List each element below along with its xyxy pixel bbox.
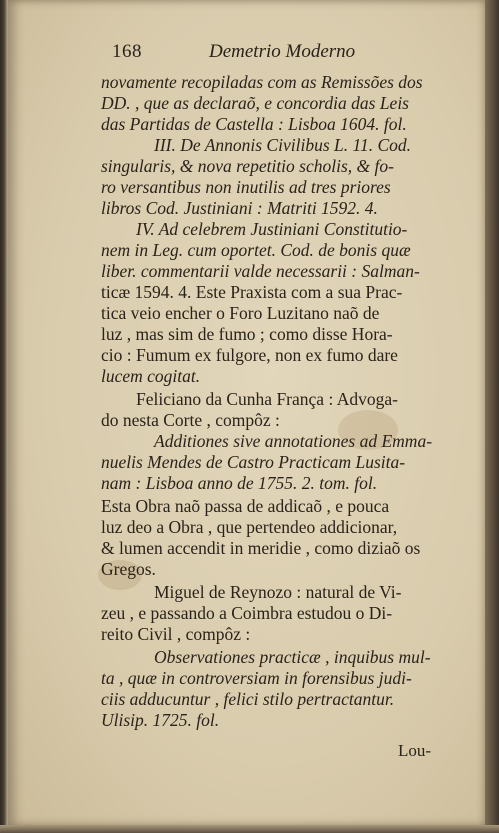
text-line: liber. commentarii valde necessarii : Salman-: [101, 261, 420, 281]
text-line: nam : Lisboa anno de 1755. 2. tom. fol.: [101, 473, 378, 493]
text-line: III. De Annonis Civilibus L. 11. Cod.: [154, 135, 411, 155]
page-bottom-edge: [0, 825, 499, 833]
text-line: Miguel de Reynozo : natural de Vi-: [154, 582, 402, 602]
text-line: ro versantibus non inutilis ad tres priores: [101, 177, 391, 197]
text-line: zeu , e passando a Coimbra estudou o Di-: [101, 603, 393, 623]
text-line: luz deo a Obra , que pertendeo addicionar,: [101, 517, 398, 537]
text-line: tica veio encher o Foro Luzitano naõ de: [101, 303, 380, 323]
page-header: [8, 38, 486, 68]
text-line: nuelis Mendes de Castro Practicam Lusita-: [101, 452, 406, 472]
text-line: DD. , que as declaraõ, e concordia das Leis: [101, 93, 409, 113]
book-page: [8, 0, 486, 826]
text-line: das Partidas de Castella : Lisboa 1604. fol.: [101, 114, 407, 134]
text-line: Gregos.: [101, 559, 156, 579]
text-line: IV. Ad celebrem Justiniani Constitutio-: [136, 219, 408, 239]
text-line: cio : Fumum ex fulgore, non ex fumo dare: [101, 345, 398, 365]
catchword: Lou-: [398, 741, 432, 760]
text-line: Feliciano da Cunha França : Advoga-: [136, 389, 398, 409]
text-line: singularis, & nova repetitio scholis, & fo-: [101, 156, 394, 176]
text-line: lucem cogitat.: [101, 366, 201, 386]
adjacent-page-edge: [485, 0, 499, 833]
text-line: ta , quæ in controversiam in forensibus judi-: [101, 668, 412, 688]
text-line: & lumen accendit in meridie , como diziaõ os: [101, 538, 421, 558]
text-line: libros Cod. Justiniani : Matriti 1592. 4.: [101, 198, 378, 218]
text-line: nem in Leg. cum oportet. Cod. de bonis quæ: [101, 240, 411, 260]
text-line: reito Civil , compôz :: [101, 624, 251, 644]
text-line: Esta Obra naõ passa de addicaõ , e pouca: [101, 496, 390, 516]
text-line: luz , mas sim de fumo ; como disse Hora-: [101, 324, 393, 344]
text-line: novamente recopiladas com as Remissões dos: [101, 72, 423, 92]
text-line: Observationes practicæ , inquibus mul-: [154, 647, 431, 667]
text-line: ticæ 1594. 4. Este Praxista com a sua Prac-: [101, 282, 403, 302]
text-line: ciis adducuntur , felici stilo pertractantur.: [101, 689, 395, 709]
text-line: do nesta Corte , compôz :: [101, 410, 280, 430]
running-title: Demetrio Moderno: [209, 41, 356, 62]
text-line: Ulisip. 1725. fol.: [101, 710, 220, 730]
page-number: 168: [112, 41, 142, 62]
text-line: Additiones sive annotationes ad Emma-: [154, 431, 433, 451]
